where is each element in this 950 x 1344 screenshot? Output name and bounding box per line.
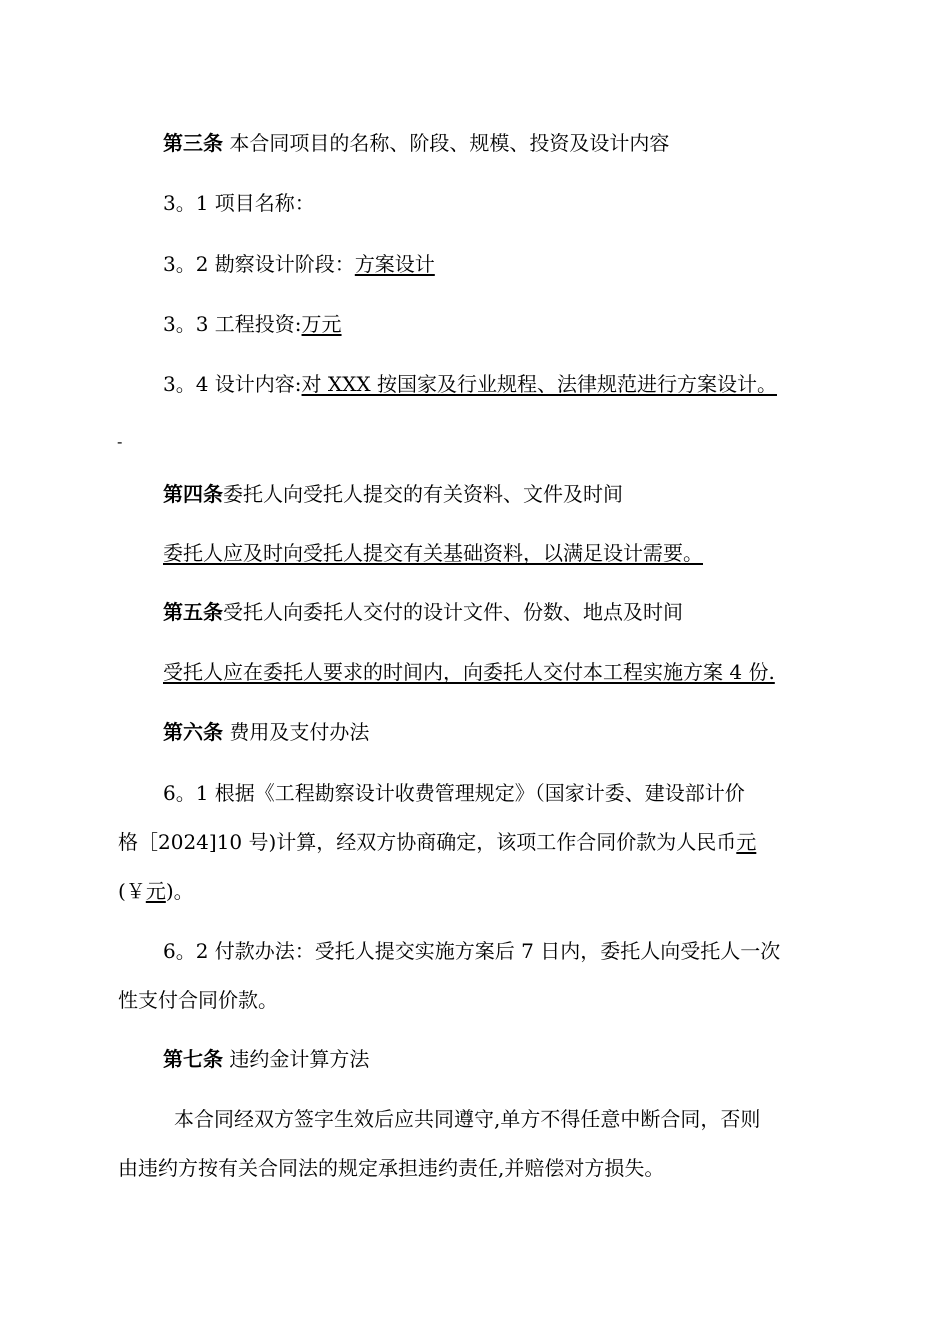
article6-heading <box>163 718 369 746</box>
price-value-yen: 元 <box>145 879 166 903</box>
article6-p2-line1: 6。2 付款办法：受托人提交实施方案后 7 日内，委托人向受托人一次 <box>163 939 781 963</box>
article7-heading <box>163 1045 369 1073</box>
article4-body <box>163 539 703 567</box>
article3-item1 <box>163 189 315 217</box>
article5-heading <box>163 598 683 626</box>
article3-item4 <box>163 370 777 398</box>
article6-label: 第六条 <box>163 720 223 744</box>
price-text: 格［2024]10 号)计算，经双方协商确定，该项工作合同价款为人民币 <box>118 830 737 854</box>
article4-title: 委托人向受托人提交的有关资料、文件及时间 <box>223 482 623 506</box>
article4-body-text: 委托人应及时向受托人提交有关基础资料，以满足设计需要。 <box>163 541 703 565</box>
project-name-label: 3。1 项目名称： <box>163 191 315 215</box>
article4-heading <box>163 480 623 508</box>
article5-label: 第五条 <box>163 600 223 624</box>
article6-p1-line2 <box>118 828 756 856</box>
article7-body-line2: 由违约方按有关合同法的规定承担违约责任,并赔偿对方损失。 <box>118 1156 665 1180</box>
article6-p1-line1: 6。1 根据《工程勘察设计收费管理规定》（国家计委、建设部计价 <box>163 781 745 805</box>
design-stage-value: 方案设计 <box>354 252 435 276</box>
article3-item3 <box>163 310 342 338</box>
investment-label: 3。3 工程投资: <box>163 312 302 336</box>
separator-dash: - <box>117 432 123 451</box>
article6-title: 费用及支付办法 <box>223 720 370 744</box>
article6-p2-line2: 性支付合同价款。 <box>118 988 278 1012</box>
price-value-rmb: 元 <box>736 830 757 854</box>
design-stage-label: 3。2 勘察设计阶段： <box>163 252 355 276</box>
design-content-value: 对 XXX 按国家及行业规程、法律规范进行方案设计。 <box>301 372 777 396</box>
article3-title: 本合同项目的名称、阶段、规模、投资及设计内容 <box>223 131 670 155</box>
article7-label: 第七条 <box>163 1047 223 1071</box>
article7-title: 违约金计算方法 <box>223 1047 370 1071</box>
article3-item2 <box>163 250 435 278</box>
article4-label: 第四条 <box>163 482 223 506</box>
article3-heading <box>163 129 669 157</box>
article6-p1-line3 <box>118 877 194 905</box>
article7-body-line1: 本合同经双方签字生效后应共同遵守,单方不得任意中断合同，否则 <box>174 1107 761 1131</box>
article5-body-text: 受托人应在委托人要求的时间内，向委托人交付本工程实施方案 4 份. <box>163 660 775 684</box>
article5-body <box>163 658 775 686</box>
investment-value: 万元 <box>301 312 342 336</box>
price-paren-open: (￥ <box>118 879 146 903</box>
price-paren-close: )。 <box>165 879 194 903</box>
article3-label: 第三条 <box>163 131 223 155</box>
article5-title: 受托人向委托人交付的设计文件、份数、地点及时间 <box>223 600 683 624</box>
design-content-label: 3。4 设计内容: <box>163 372 302 396</box>
